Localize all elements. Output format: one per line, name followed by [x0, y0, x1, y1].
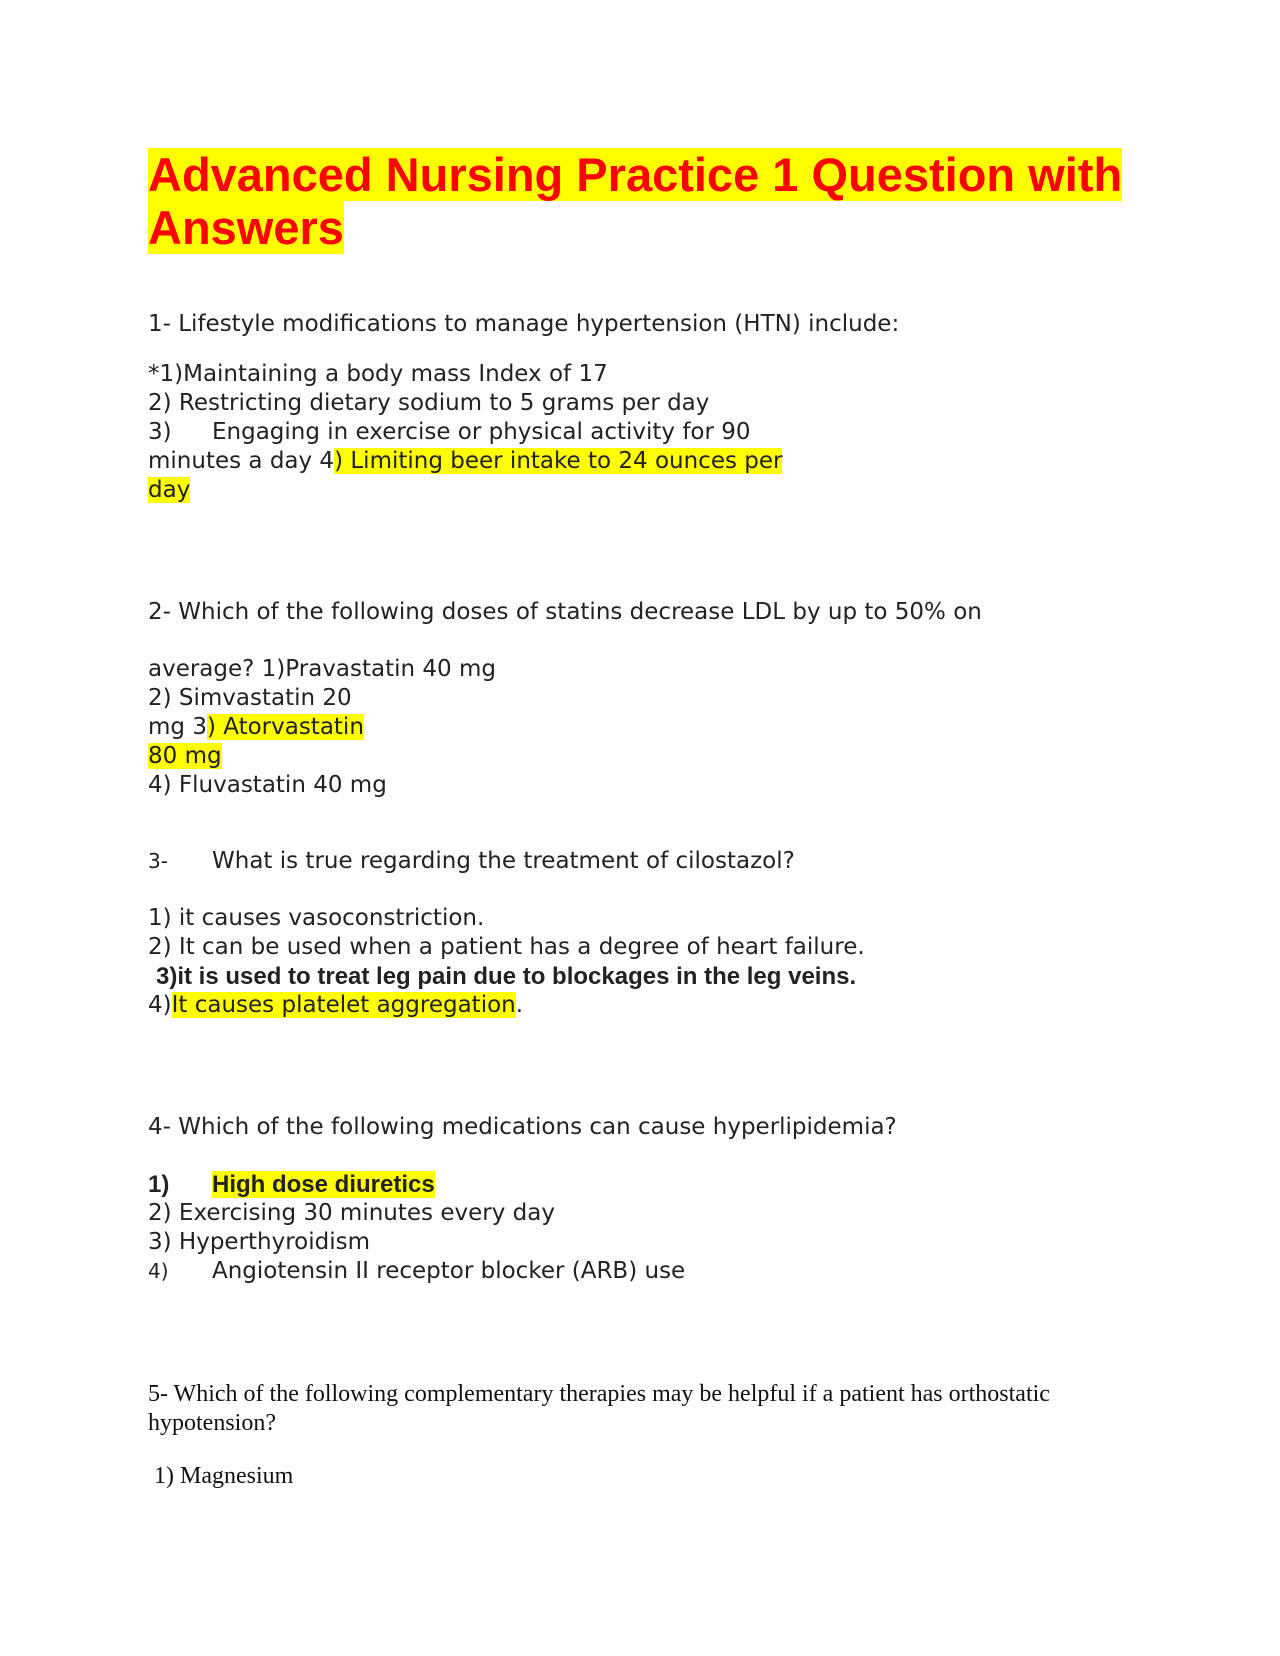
- q2-line-4: [148, 713, 364, 742]
- q5-question-line-2: hypotension?: [148, 1410, 276, 1436]
- q3-option-2: 2) It can be used when a patient has a degree of heart failure.: [148, 934, 865, 960]
- q1-option-4-answer: ) Limiting beer intake to 24 ounces per: [334, 448, 783, 474]
- q2-question: 2- Which of the following doses of statins decrease LDL by up to 50% on: [148, 599, 982, 625]
- q1-option-3-continued: [148, 447, 782, 476]
- q5-option-1: 1) Magnesium: [154, 1463, 294, 1489]
- q4-option-4-text: Angiotensin II receptor blocker (ARB) use: [212, 1258, 686, 1284]
- q2-line-6: 4) Fluvastatin 40 mg: [148, 772, 387, 798]
- q2-line-2: average? 1)Pravastatin 40 mg: [148, 656, 496, 682]
- q2-answer: ) Atorvastatin: [206, 714, 364, 740]
- q4-answer: High dose diuretics: [212, 1171, 435, 1198]
- q3-option-3: 3)it is used to treat leg pain due to blockages in the leg veins.: [156, 963, 857, 990]
- q3-question: [148, 847, 795, 876]
- q1-option-3-cont-text: minutes a day 4: [148, 448, 335, 474]
- q3-question-text: What is true regarding the treatment of cilostazol?: [212, 848, 795, 874]
- title-highlight-2: Answers: [148, 201, 344, 254]
- q4-option-3: 3) Hyperthyroidism: [148, 1229, 371, 1255]
- q4-option-2: 2) Exercising 30 minutes every day: [148, 1200, 555, 1226]
- title-highlight-1: Advanced Nursing Practice 1 Question with: [148, 148, 1123, 201]
- q3-number: 3-: [148, 849, 168, 873]
- q5-question-line-1: 5- Which of the following complementary therapies may be helpful if a patient has orthostatic: [148, 1381, 1050, 1407]
- q2-line-4-text: mg 3: [148, 714, 207, 740]
- q1-option-4-answer-cont: day: [148, 477, 191, 503]
- q3-answer: It causes platelet aggregation: [171, 992, 516, 1018]
- q1-option-1: *1)Maintaining a body mass Index of 17: [148, 361, 608, 387]
- q4-question: 4- Which of the following medications can cause hyperlipidemia?: [148, 1114, 897, 1140]
- page-title-line-2: [148, 201, 344, 254]
- q1-question: 1- Lifestyle modifications to manage hypertension (HTN) include:: [148, 311, 900, 337]
- q4-option-4-number: 4): [148, 1259, 169, 1283]
- page-title-line-1: [148, 148, 1122, 201]
- q1-option-3-number: 3): [148, 419, 172, 445]
- q1-option-4-continued: [148, 476, 190, 505]
- q4-option-1: [148, 1170, 435, 1199]
- q2-line-5: [148, 742, 222, 771]
- q3-option-4-period: .: [515, 992, 524, 1018]
- q2-line-3: 2) Simvastatin 20: [148, 685, 352, 711]
- q3-option-1: 1) it causes vasoconstriction.: [148, 905, 485, 931]
- q3-option-4: [148, 991, 523, 1020]
- q1-option-2: 2) Restricting dietary sodium to 5 grams per day: [148, 390, 710, 416]
- q1-option-3-text: Engaging in exercise or physical activity for 90: [212, 419, 751, 445]
- q1-option-3: [148, 418, 751, 447]
- q4-option-4: [148, 1257, 685, 1286]
- q4-option-1-number: 1): [148, 1171, 170, 1198]
- q2-answer-cont: 80 mg: [148, 743, 222, 769]
- q3-option-4-number: 4): [148, 992, 172, 1018]
